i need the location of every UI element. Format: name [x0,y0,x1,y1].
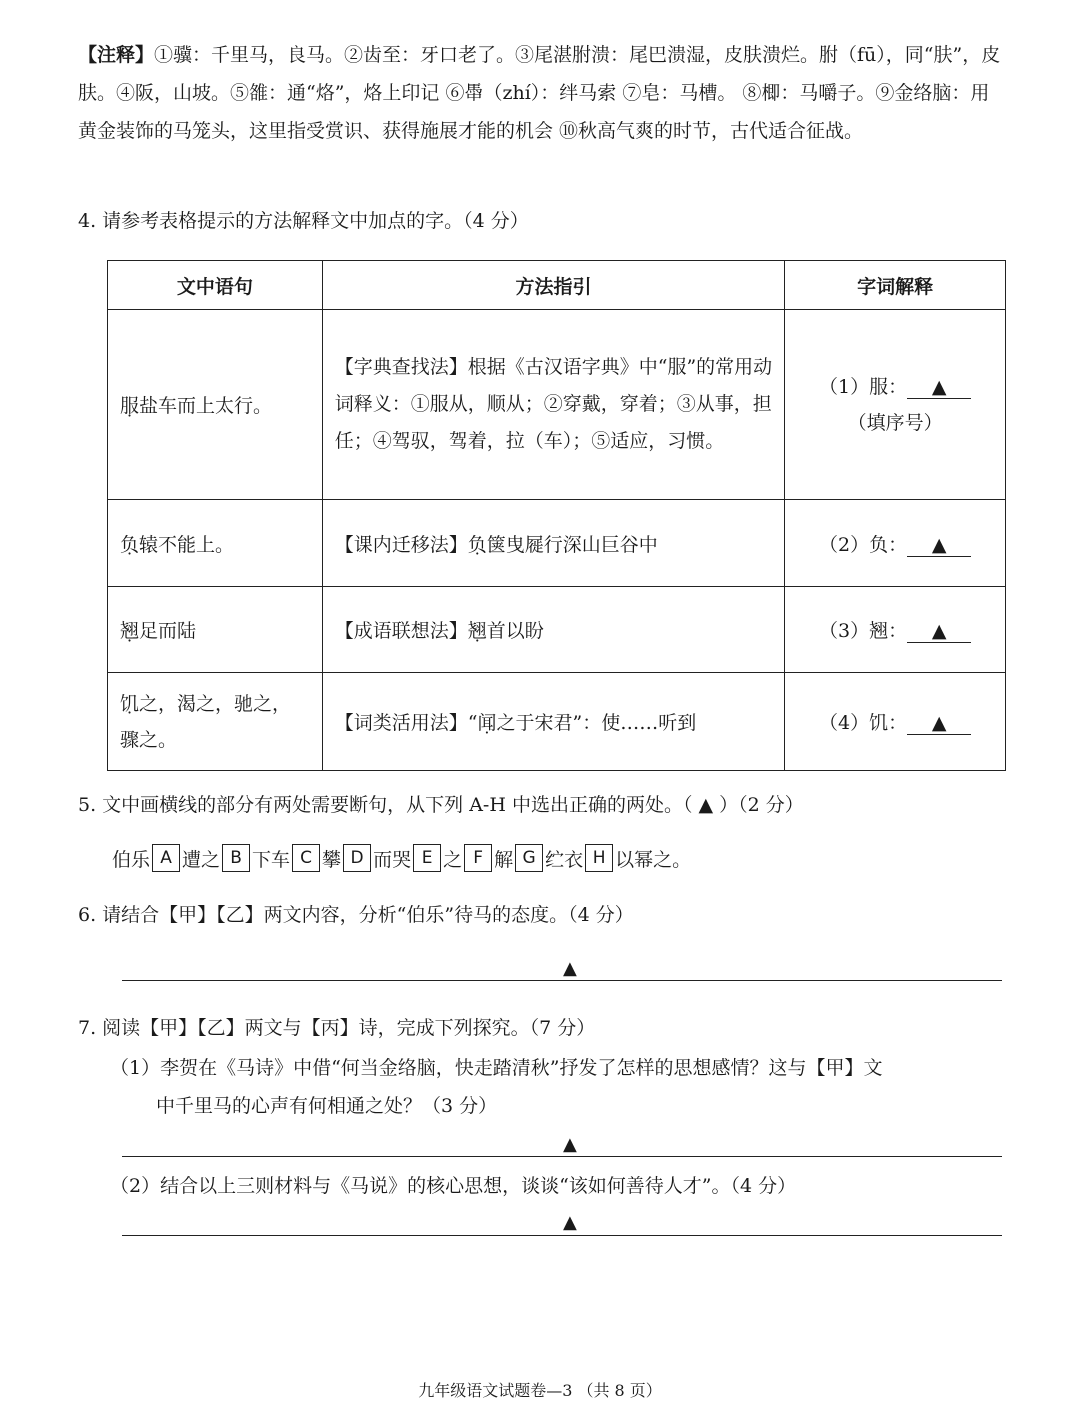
sentence-rest: 之，渴之，驰之，骤之。 [120,692,292,751]
method-text: 箧曳屣行深山巨谷中 [486,533,658,556]
option-box-a[interactable]: A [152,844,180,872]
dotted-char: 服 [120,395,140,417]
sentence-break-options [112,844,691,872]
answer-cell [785,587,1006,673]
answer-label: （4）饥： [819,712,908,734]
table-header-row [108,261,1006,310]
dotted-char: 闻 [477,712,497,734]
table-header: 方法指引 [322,261,784,310]
sentence-cell [108,587,323,673]
answer-blank[interactable]: ▲ [907,620,971,643]
answer-line[interactable] [122,1156,1002,1157]
method-text: 【字典查找法】根据《古汉语字典》中“服”的常用动词释义：①服从，顺从；②穿戴，穿着；③从事，担任；④驾驭，驾着，拉（车）；⑤适应，习惯。 [334,356,773,452]
segment: 以幂之。 [615,848,692,871]
method-table [107,260,1006,771]
table-header: 字词解释 [785,261,1006,310]
segment: 纻衣 [545,848,584,871]
segment: 遭之 [182,848,221,871]
notes-paragraph [78,36,1008,150]
question-7-2: （2）结合以上三则材料与《马说》的核心思想，谈谈“该如何善待人才”。（4 分） [110,1175,797,1197]
method-text: 首以盼 [486,620,544,642]
dotted-char: 负 [467,533,487,556]
sentence-rest: 盐车而上太行。 [139,395,273,417]
segment: 而哭 [373,848,412,871]
answer-line[interactable] [122,980,1002,981]
answer-label: （2）负： [819,533,908,556]
answer-cell [785,673,1006,771]
method-cell [322,310,784,500]
answer-label: （3）翘： [819,620,908,642]
answer-line[interactable] [122,1235,1002,1236]
dotted-char: 饥 [120,692,140,715]
option-box-g[interactable]: G [515,844,543,872]
option-box-c[interactable]: C [292,844,320,872]
question-7-title: 7. 阅读【甲】【乙】两文与【丙】诗，完成下列探究。（7 分） [78,1017,596,1039]
sentence-cell [108,673,323,771]
question-6-title: 6. 请结合【甲】【乙】两文内容，分析“伯乐”待马的态度。（4 分） [78,904,634,926]
answer-triangle: ▲ [563,1134,577,1155]
answer-cell [785,500,1006,587]
method-cell [322,673,784,771]
answer-blank[interactable]: ▲ [907,534,971,557]
sentence-rest: 足而陆 [139,620,197,642]
answer-triangle: ▲ [563,958,577,979]
option-box-f[interactable]: F [464,844,492,872]
option-box-e[interactable]: E [413,844,441,872]
segment: 下车 [252,848,291,871]
method-label: 【课内迁移法】 [334,533,468,556]
segment: 之 [443,848,463,871]
notes-text: ①骥：千里马，良马。②齿至：牙口老了。③尾湛胕溃：尾巴溃湿，皮肤溃烂。胕（fū），同“肤”，皮肤。④阪，山坡。⑤雒：通“烙”，烙上印记 ⑥馽（zhí）：绊马索 ⑦皂：马槽。 ⑧楖：马嚼子。⑨金络脑：用黄金装饰的马笼头，这里指受赏识、获得施展才能的机会 ⑩秋高气爽的时节，古代适合征战。 [78,44,1001,142]
answer-label: （1）服： [819,375,908,398]
table-row [108,673,1006,771]
option-box-h[interactable]: H [585,844,613,872]
answer-note: （填序号） [847,411,943,434]
table-row [108,500,1006,587]
table-row [108,310,1006,500]
method-text: 之于宋君”：使……听到 [496,712,697,734]
page-footer: 九年级语文试题卷—3 （共 8 页） [418,1381,662,1400]
segment: 伯乐 [112,848,151,871]
dotted-char: 翘 [120,620,140,642]
sentence-cell [108,500,323,587]
segment: 解 [494,848,514,871]
method-label: 【词类活用法】“ [334,712,478,734]
method-cell [322,587,784,673]
answer-cell [785,310,1006,500]
dotted-char: 负 [120,533,140,556]
table-header: 文中语句 [108,261,323,310]
answer-triangle: ▲ [563,1212,577,1233]
question-7-1-line-1: （1）李贺在《马诗》中借“何当金络脑，快走踏清秋”抒发了怎样的思想感情？这与【甲】文 [110,1057,883,1079]
question-5-title: 5. 文中画横线的部分有两处需要断句，从下列 A-H 中选出正确的两处。（ ▲ ）（2 分） [78,794,804,816]
option-box-d[interactable]: D [343,844,371,872]
sentence-rest: 辕不能上。 [139,533,235,556]
sentence-cell [108,310,323,500]
answer-blank[interactable]: ▲ [907,712,971,735]
notes-label: 【注释】 [78,44,155,66]
answer-blank[interactable]: ▲ [907,376,971,399]
method-cell [322,500,784,587]
segment: 攀 [322,848,342,871]
question-4-title: 4. 请参考表格提示的方法解释文中加点的字。（4 分） [78,210,529,232]
table-row [108,587,1006,673]
dotted-char: 翘 [467,620,487,642]
option-box-b[interactable]: B [222,844,250,872]
method-label: 【成语联想法】 [334,620,468,642]
question-7-1-line-2: 中千里马的心声有何相通之处？（3 分） [156,1095,498,1117]
